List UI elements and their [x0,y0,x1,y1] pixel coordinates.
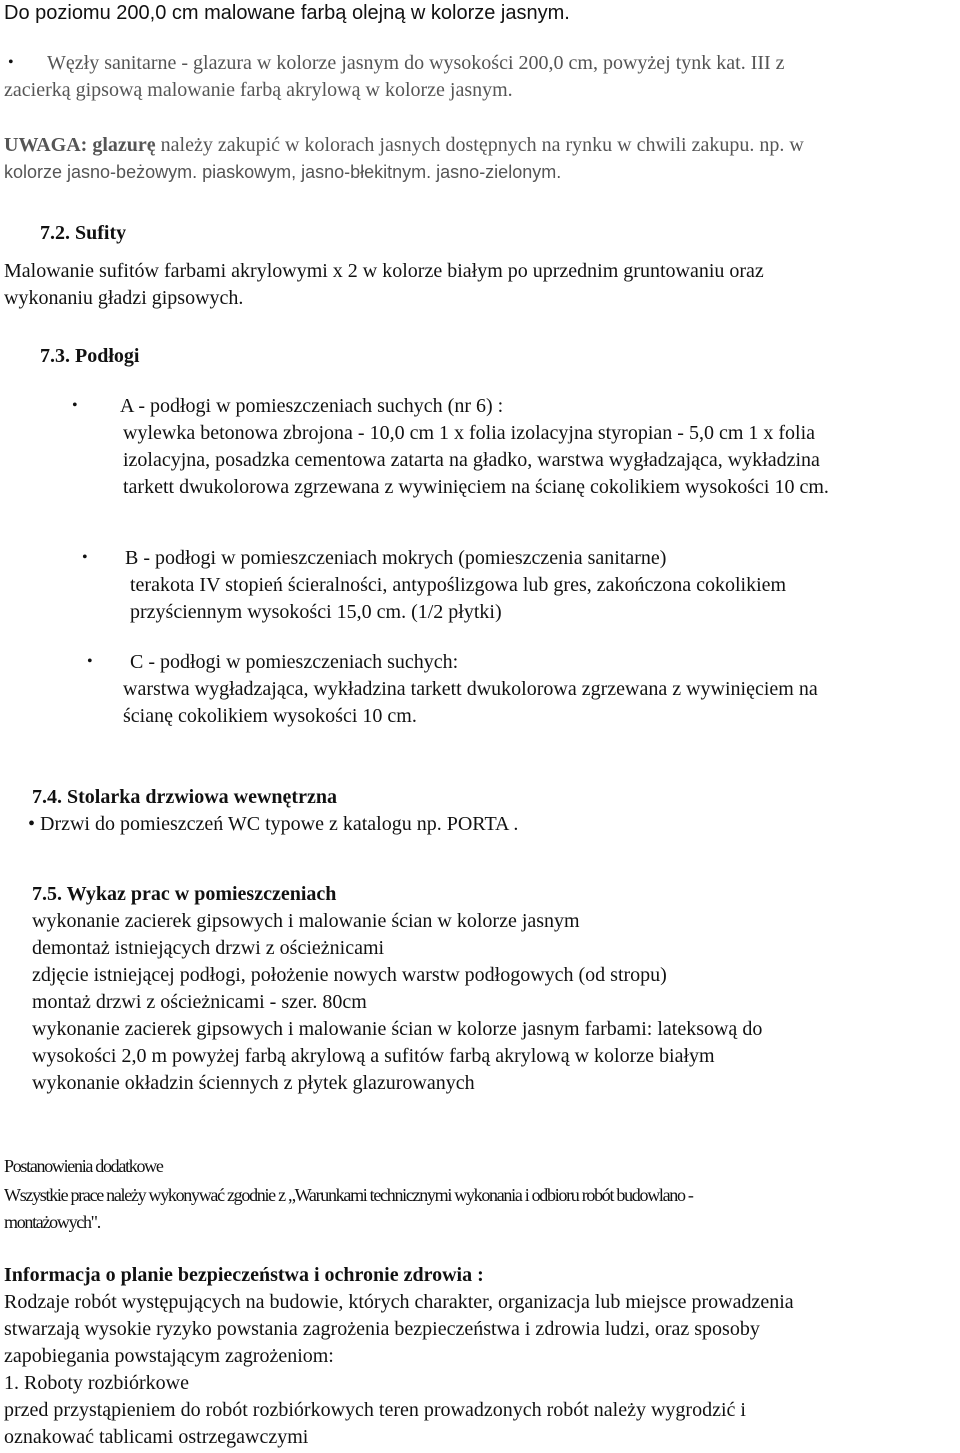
wc-line: Węzły sanitarne - glazura w kolorze jasnym do wysokości 200,0 cm, powyżej tynk kat. III z [47,52,785,74]
floor-heading: B - podłogi w pomieszczeniach mokrych (pomieszczenia sanitarne) [125,547,667,569]
section-number: 7.4. [32,786,62,808]
wc-line: zacierką gipsową malowanie farbą akrylową w kolorze jasnym. [4,79,513,101]
section-number: 7.5. [32,883,62,905]
safety-line: stwarzają wysokie ryzyko powstania zagrożenia bezpieczeństwa i zdrowia ludzi, oraz sposoby [4,1318,760,1340]
bullet-icon: • [87,653,93,670]
section-number: 7.2. [40,222,70,244]
uwaga-label: UWAGA: glazurę [4,134,156,156]
section-heading [40,343,139,369]
floor-line: tarkett dwukolorowa zgrzewana z wywinięciem na ścianę cokolikiem wysokości 10 cm. [123,476,829,498]
bullet-icon: • [82,549,88,566]
work-line: wykonanie zacierek gipsowych i malowanie ścian w kolorze jasnym [32,910,580,932]
uwaga-line: kolorze jasno-beżowym. piaskowym, jasno-błekitnym. jasno-zielonym. [4,162,562,182]
safety-line: 1. Roboty rozbiórkowe [4,1372,189,1394]
section-heading [40,220,126,246]
floor-line: izolacyjna, posadzka cementowa zatarta na gładko, warstwa wygładzająca, wykładzina [123,449,820,471]
work-line: montaż drzwi z ościeżnicami - szer. 80cm [32,991,367,1013]
bullet-icon: • [8,54,14,71]
section-number: 7.3. [40,345,70,367]
floor-line: przyściennym wysokości 15,0 cm. (1/2 płytki) [130,601,502,623]
safety-line: zapobiegania powstającym zagrożeniom: [4,1345,334,1367]
provisions-line: montażowych". [4,1212,100,1232]
safety-line: Rodzaje robót występujących na budowie, których charakter, organizacja lub miejsce prowadzenia [4,1291,794,1313]
uwaga-text: należy zakupić w kolorach jasnych dostępnych na rynku w chwili zakupu. np. w [155,134,804,156]
body-line: • Drzwi do pomieszczeń WC typowe z katalogu np. PORTA . [28,813,519,835]
safety-line: oznakować tablicami ostrzegawczymi [4,1426,309,1448]
safety-line: przed przystąpieniem do robót rozbiórkowych teren prowadzonych robót należy wygrodzić i [4,1399,746,1421]
floor-line: ścianę cokolikiem wysokości 10 cm. [123,705,417,727]
section-title: Stolarka drzwiowa wewnętrzna [67,786,337,808]
work-line: zdjęcie istniejącej podłogi, położenie nowych warstw podłogowych (od stropu) [32,964,667,986]
provisions-line: Wszystkie prace należy wykonywać zgodnie z „Warunkami technicznymi wykonania i odbioru robót budowlano - [4,1185,693,1205]
body-line: Malowanie sufitów farbami akrylowymi x 2 w kolorze białym po uprzednim gruntowaniu oraz [4,260,764,282]
floor-heading: C - podłogi w pomieszczeniach suchych: [130,651,459,673]
floor-heading: A - podłogi w pomieszczeniach suchych (nr 6) : [120,395,504,417]
intro-line: Do poziomu 200,0 cm malowane farbą olejną w kolorze jasnym. [4,2,570,24]
body-line: wykonaniu gładzi gipsowych. [4,287,244,309]
floor-line: terakota IV stopień ścieralności, antypoślizgowa lub gres, zakończona cokolikiem [130,574,787,596]
section-heading [32,784,337,810]
floor-line: warstwa wygładzająca, wykładzina tarkett dwukolorowa zgrzewana z wywinięciem na [123,678,818,700]
section-heading [32,881,336,907]
section-title: Podłogi [75,345,140,367]
uwaga-line [4,132,804,158]
work-line: wysokości 2,0 m powyżej farbą akrylową a sufitów farbą akrylową w kolorze białym [32,1045,715,1067]
floor-line: wylewka betonowa zbrojona - 10,0 cm 1 x folia izolacyjna styropian - 5,0 cm 1 x folia [123,422,816,444]
safety-title: Informacja o planie bezpieczeństwa i ochronie zdrowia : [4,1264,484,1286]
work-line: wykonanie zacierek gipsowych i malowanie ścian w kolorze jasnym farbami: lateksową do [32,1018,763,1040]
section-title: Wykaz prac w pomieszczeniach [66,883,337,905]
section-title: Sufity [75,222,127,244]
provisions-title: Postanowienia dodatkowe [4,1156,163,1176]
bullet-icon: • [72,397,78,414]
work-line: wykonanie okładzin ściennych z płytek glazurowanych [32,1072,475,1094]
work-line: demontaż istniejących drzwi z ościeżnicami [32,937,385,959]
